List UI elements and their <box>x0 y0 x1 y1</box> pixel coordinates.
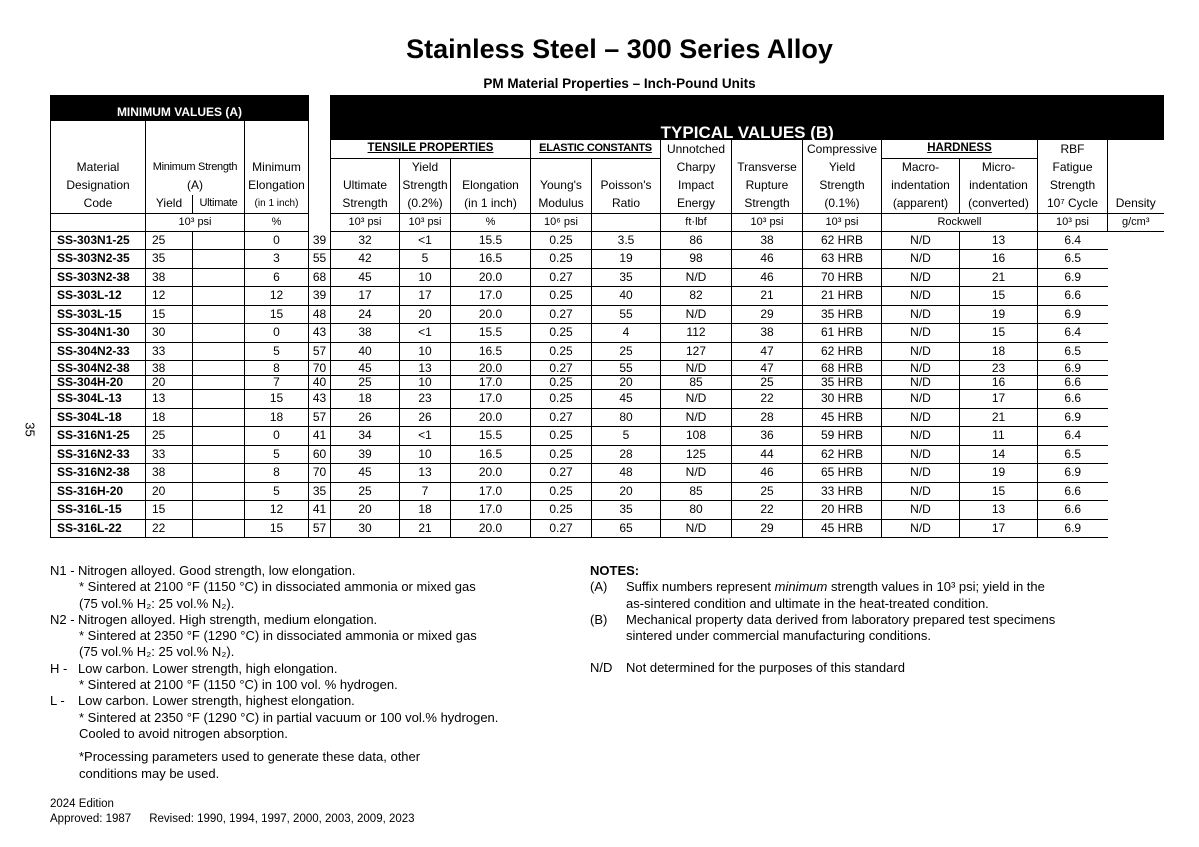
alloy-notes: N1 - Nitrogen alloyed. Good strength, low elongation. * Sintered at 2100 °F (1150 °C) in dissociated ammonia or mixed gas (75 vol.% H₂: 25 vol.% N₂). N2 - Nitrogen alloyed. High strength, medium elongation. * Sintered at 2350 °F (1290 °C) in dissociated ammonia or mixed gas (75 vol.% H₂: 25 vol.% N₂). H - Low carbon. Lower strength, high elongation. * Sintered at 2100 °F (1150 °C) in 100 vol. % hydrogen. L - Low carbon. Lower strength, highest elongation. * Sintered at 2350 °F (1290 °C) in partial vacuum or 100 vol.% hydrogen. Cooled to avoid nitrogen absorption. *Processing parameters used to generate these data, other conditions may be used. <box>50 563 499 781</box>
material-header-spacer <box>51 121 146 140</box>
properties-table: MINIMUM VALUES (A) TYPICAL VALUES (B) TENSILE PROPERTIES ELASTIC CONSTANTS Unnotched Compressive HARDNESS RBF Material Minimum Strength Minimum Yield Charpy Transverse Yield Macro- Micro- Fatigue Designation (A) Elongation Ultimate Strength Elongation Young's Poisson's Impact Rupture Strength indentation indentation Strength Code Yield Ultimate (in 1 inch) Strength (0.2%) (in 1 inch) Modulus Ratio Energy Strength (0.1%) (apparent) (converted) 10⁷ Cycle Density 10³ psi % 10³ psi 10³ psi % 10⁶ psi ft·lbf 10³ psi 10³ psi Rockwell 10³ psi g/cm³ SS-303N1-25 25 0 39 32 <1 15.5 0.25 3.5 86 38 62 HRB N/D 13 6.4 SS-303N2-35 35 3 55 42 5 16.5 0.25 19 98 46 63 HRB N/D 16 6.5 SS-303N2-38 38 6 68 45 10 20.0 0.27 35 N/D 46 70 HRB N/D 21 6.9 SS-303L-12 12 12 39 17 17 17.0 0.25 40 82 21 21 HRB N/D 15 6.6 SS-303L-15 15 15 48 24 20 20.0 0.27 55 N/D 29 35 HRB N/D 19 6.9 SS-304N1-30 30 0 43 38 <1 15.5 0.25 4 112 38 61 HRB N/D 15 6.4 SS-304N2-33 33 5 57 40 10 16.5 0.25 25 127 47 62 HRB N/D 18 6.5 SS-304N2-38 38 8 70 45 13 20.0 0.27 55 N/D 47 68 HRB N/D 23 6.9 SS-304H-20 20 7 40 25 10 17.0 0.25 20 85 25 35 HRB N/D 16 6.6 SS-304L-13 13 15 43 18 23 17.0 0.25 45 N/D 22 30 HRB N/D 17 6.6 SS-304L-18 18 18 57 26 26 20.0 0.27 80 N/D 28 45 HRB N/D 21 6.9 SS-316N1-25 25 0 41 34 <1 15.5 0.25 5 108 36 59 HRB N/D 11 6.4 SS-316N2-33 33 5 60 39 10 16.5 0.25 28 125 44 62 HRB N/D 14 6.5 SS-316N2-38 38 8 70 45 13 20.0 0.27 48 N/D 46 65 HRB N/D 19 6.9 SS-316H-20 20 5 35 25 7 17.0 0.25 20 85 25 33 HRB N/D 15 6.6 SS-316L-15 15 12 41 20 18 17.0 0.25 35 80 22 20 HRB N/D 13 6.6 SS-316L-22 22 15 57 30 21 20.0 0.27 65 N/D 29 45 HRB N/D 17 6.9 <box>50 95 1164 538</box>
minimum-values-header: MINIMUM VALUES (A) <box>51 95 309 121</box>
table-row: SS-316N2-33 33 5 60 39 10 16.5 0.25 28 125 44 62 HRB N/D 14 6.5 <box>51 445 1164 464</box>
table-row: SS-303N2-35 35 3 55 42 5 16.5 0.25 19 98 46 63 HRB N/D 16 6.5 <box>51 250 1164 269</box>
table-row: SS-316L-15 15 12 41 20 18 17.0 0.25 35 80 22 20 HRB N/D 13 6.6 <box>51 501 1164 520</box>
table-row: SS-304L-13 13 15 43 18 23 17.0 0.25 45 N/D 22 30 HRB N/D 17 6.6 <box>51 390 1164 409</box>
edition: 2024 Edition <box>50 798 114 810</box>
hardness-header: HARDNESS <box>882 140 1038 158</box>
table-row: SS-303L-15 15 15 48 24 20 20.0 0.27 55 N/D 29 35 HRB N/D 19 6.9 <box>51 305 1164 324</box>
table-row: SS-316N1-25 25 0 41 34 <1 15.5 0.25 5 108 36 59 HRB N/D 11 6.4 <box>51 427 1164 446</box>
column-gap <box>309 95 331 231</box>
table-row: SS-316L-22 22 15 57 30 21 20.0 0.27 65 N/D 29 45 HRB N/D 17 6.9 <box>51 519 1164 538</box>
page-subtitle: PM Material Properties – Inch-Pound Units <box>483 76 756 91</box>
data-rows <box>51 231 1164 538</box>
table-row: SS-303N2-38 38 6 68 45 10 20.0 0.27 35 N/D 46 70 HRB N/D 21 6.9 <box>51 268 1164 287</box>
table-row: SS-304L-18 18 18 57 26 26 20.0 0.27 80 N/D 28 45 HRB N/D 21 6.9 <box>51 408 1164 427</box>
table-row: SS-304N2-33 33 5 57 40 10 16.5 0.25 25 127 47 62 HRB N/D 18 6.5 <box>51 342 1164 361</box>
page-title: Stainless Steel – 300 Series Alloy <box>406 34 833 64</box>
footer <box>50 797 415 827</box>
approved: Approved: 1987 <box>50 813 132 825</box>
revised: Revised: 1990, 1994, 1997, 2000, 2003, 2009, 2023 <box>149 813 415 825</box>
table-row: SS-304H-20 20 7 40 25 10 17.0 0.25 20 85 25 35 HRB N/D 16 6.6 <box>51 375 1164 390</box>
elastic-constants-header: ELASTIC CONSTANTS <box>531 140 661 158</box>
units-row: 10³ psi % 10³ psi 10³ psi % 10⁶ psi ft·lbf 10³ psi 10³ psi Rockwell 10³ psi g/cm³ <box>51 213 1164 231</box>
general-notes: NOTES: (A) Suffix numbers represent minimum strength values in 10³ psi; yield in the as-sintered condition and ultimate in the heat-treated condition. (B) Mechanical property data derived from laboratory prepared test specimens sintered under commercial manufacturing conditions. N/D Not determined for the purposes of this standard <box>590 563 1056 676</box>
table-row: SS-304N2-38 38 8 70 45 13 20.0 0.27 55 N/D 47 68 HRB N/D 23 6.9 <box>51 361 1164 376</box>
typical-values-header: TYPICAL VALUES (B) <box>331 95 1164 140</box>
table-row: SS-303N1-25 25 0 39 32 <1 15.5 0.25 3.5 86 38 62 HRB N/D 13 6.4 <box>51 231 1164 250</box>
page-number: 35 <box>22 422 38 437</box>
tensile-properties-header: TENSILE PROPERTIES <box>331 140 531 158</box>
table-row: SS-316N2-38 38 8 70 45 13 20.0 0.27 48 N/D 46 65 HRB N/D 19 6.9 <box>51 464 1164 483</box>
table-row: SS-316H-20 20 5 35 25 7 17.0 0.25 20 85 25 33 HRB N/D 15 6.6 <box>51 482 1164 501</box>
table-row: SS-303L-12 12 12 39 17 17 17.0 0.25 40 82 21 21 HRB N/D 15 6.6 <box>51 287 1164 306</box>
table-row: SS-304N1-30 30 0 43 38 <1 15.5 0.25 4 112 38 61 HRB N/D 15 6.4 <box>51 324 1164 343</box>
